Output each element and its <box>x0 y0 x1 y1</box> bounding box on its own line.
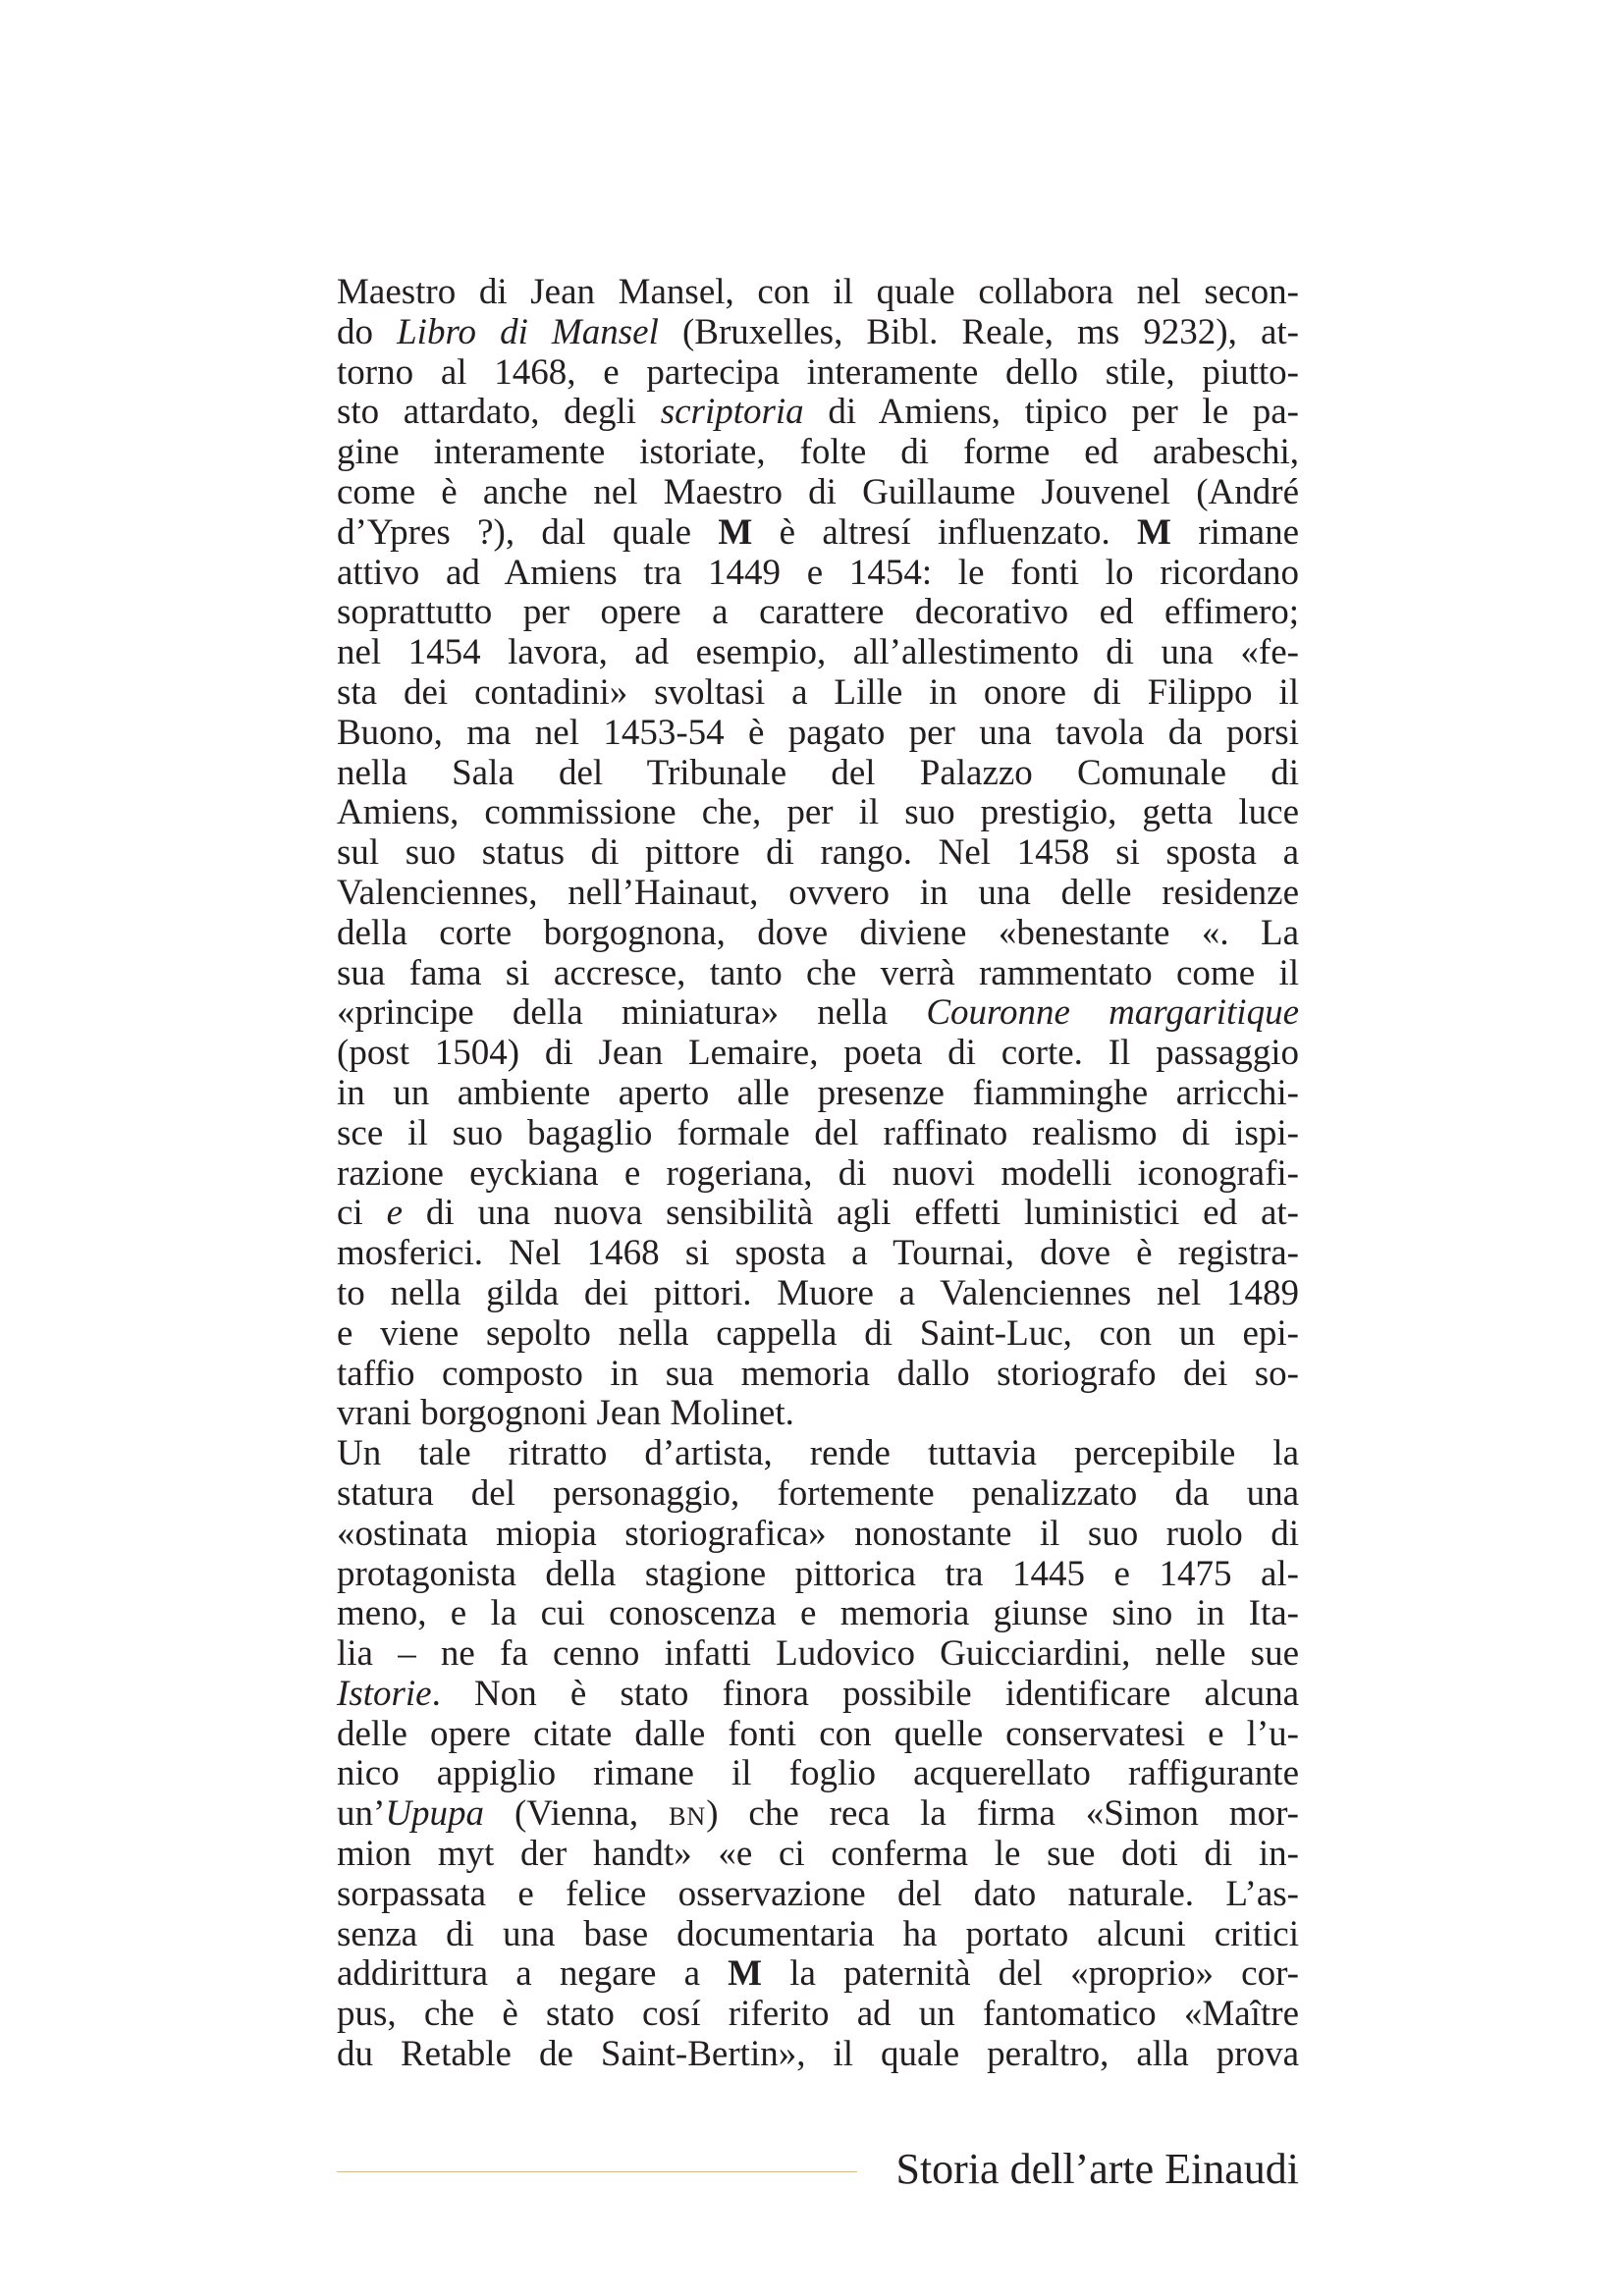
text-line <box>337 1515 1299 1555</box>
bold-text: M <box>728 1953 763 1995</box>
text-segment: . Non è stato finora possibile identificare alcuna <box>431 1673 1299 1714</box>
text-segment: du Retable de Saint-Bertin», il quale peraltro, alla prova <box>337 2034 1299 2075</box>
text-line <box>337 1675 1299 1715</box>
text-segment: mosferici. Nel 1468 si sposta a Tournai, dove è registra- <box>337 1233 1299 1274</box>
text-segment: è altresí influenzato. <box>752 511 1138 553</box>
text-line <box>337 754 1299 794</box>
text-line <box>337 633 1299 673</box>
text-segment: statura del personaggio, fortemente penalizzato da una <box>337 1472 1299 1514</box>
italic-text: Istorie <box>337 1673 432 1714</box>
bold-text: M <box>1137 511 1171 553</box>
text-line <box>337 313 1299 353</box>
text-line <box>337 513 1299 554</box>
text-line <box>337 554 1299 594</box>
text-segment: e viene sepolto nella cappella di Saint-Luc, con un epi- <box>337 1312 1299 1354</box>
text-segment: protagonista della stagione pittorica tra 1445 e 1475 al- <box>337 1553 1299 1594</box>
text-segment: sua fama si accresce, tanto che verrà rammentato come il <box>337 952 1299 993</box>
text-segment: torno al 1468, e partecipa interamente dello stile, piutto- <box>337 351 1299 393</box>
text-line <box>337 1274 1299 1314</box>
text-line <box>337 593 1299 633</box>
text-line <box>337 914 1299 954</box>
page-footer <box>337 2140 1299 2199</box>
text-segment: della corte borgognona, dove diviene «benestante «. La <box>337 912 1299 953</box>
text-segment: sce il suo bagaglio formale del raffinato realismo di ispi- <box>337 1112 1299 1153</box>
text-segment: ci <box>337 1193 387 1234</box>
text-segment: rimane <box>1170 511 1299 553</box>
text-segment: razione eyckiana e rogeriana, di nuovi modelli iconografi- <box>337 1152 1299 1194</box>
text-line <box>337 1314 1299 1355</box>
text-segment: pus, che è stato cosí riferito ad un fantomatico «Maître <box>337 1994 1299 2035</box>
text-segment: «principe della miniatura» nella <box>337 992 927 1034</box>
text-segment: di una nuova sensibilità agli effetti luministici ed at- <box>403 1193 1299 1234</box>
text-line <box>337 1555 1299 1595</box>
text-line <box>337 673 1299 714</box>
text-segment: (post 1504) di Jean Lemaire, poeta di corte. Il passaggio <box>337 1033 1299 1074</box>
text-segment: delle opere citate dalle fonti con quelle conservatesi e l’u- <box>337 1713 1299 1754</box>
text-segment: lia – ne fa cenno infatti Ludovico Guicciardini, nelle sue <box>337 1633 1299 1675</box>
text-segment: gine interamente istoriate, folte di forme ed arabeschi, <box>337 432 1299 473</box>
text-line <box>337 473 1299 513</box>
text-line <box>337 793 1299 833</box>
text-segment: Valenciennes, nell’Hainaut, ovvero in una delle residenze <box>337 872 1299 913</box>
text-line <box>337 993 1299 1034</box>
text-segment: addirittura a negare a <box>337 1953 729 1995</box>
text-line <box>337 1794 1299 1835</box>
small-caps-text: BN <box>669 1802 707 1832</box>
text-segment: di Amiens, tipico per le pa- <box>803 392 1299 433</box>
text-line <box>337 714 1299 754</box>
text-segment: soprattutto per opere a carattere decorativo ed effimero; <box>337 592 1299 633</box>
text-line <box>337 1754 1299 1794</box>
italic-text: scriptoria <box>660 392 804 433</box>
text-line <box>337 1114 1299 1154</box>
italic-text: Upupa <box>385 1793 485 1835</box>
text-segment: (Vienna, <box>484 1793 670 1835</box>
text-segment: Maestro di Jean Mansel, con il quale collabora nel secon- <box>337 272 1299 312</box>
text-line <box>337 1634 1299 1675</box>
text-segment: taffio composto in sua memoria dallo storiografo dei so- <box>337 1353 1299 1394</box>
text-line <box>337 1474 1299 1515</box>
text-segment: ) che reca la firma «Simon mor- <box>706 1793 1299 1835</box>
footer-title: Storia dell’arte Einaudi <box>895 2145 1299 2193</box>
text-line <box>337 1915 1299 1955</box>
text-line <box>337 1875 1299 1915</box>
text-segment: Buono, ma nel 1453-54 è pagato per una tavola da porsi <box>337 712 1299 753</box>
text-line <box>337 2035 1299 2075</box>
text-segment: la paternità del «proprio» cor- <box>762 1953 1299 1995</box>
text-line <box>337 1355 1299 1395</box>
text-line <box>337 1154 1299 1195</box>
text-line <box>337 1034 1299 1074</box>
text-segment: to nella gilda dei pittori. Muore a Valenciennes nel 1489 <box>337 1272 1299 1313</box>
text-line <box>337 273 1299 313</box>
body-text <box>337 273 1299 2075</box>
text-segment: nella Sala del Tribunale del Palazzo Comunale di <box>337 752 1299 793</box>
text-line <box>337 1434 1299 1474</box>
text-line <box>337 954 1299 994</box>
text-segment: senza di una base documentaria ha portato alcuni critici <box>337 1913 1299 1954</box>
text-segment: un’ <box>337 1793 386 1835</box>
text-line <box>337 353 1299 394</box>
text-line <box>337 1194 1299 1234</box>
text-segment: vrani borgognoni Jean Molinet. <box>337 1393 794 1434</box>
text-line <box>337 833 1299 874</box>
text-segment: nel 1454 lavora, ad esempio, all’allestimento di una «fe- <box>337 632 1299 673</box>
text-line <box>337 1074 1299 1114</box>
italic-text: Libro di Mansel <box>397 311 659 352</box>
text-segment: meno, e la cui conoscenza e memoria giunse sino in Ita- <box>337 1593 1299 1634</box>
italic-text: e <box>386 1193 404 1234</box>
text-segment: Un tale ritratto d’artista, rende tuttavia percepibile la <box>337 1433 1299 1474</box>
text-line <box>337 1715 1299 1755</box>
text-line <box>337 1234 1299 1274</box>
text-segment: in un ambiente aperto alle presenze fiamminghe arricchi- <box>337 1072 1299 1113</box>
text-segment: nico appiglio rimane il foglio acquerellato raffigurante <box>337 1753 1299 1794</box>
text-line <box>337 393 1299 433</box>
text-line <box>337 1394 1299 1434</box>
text-segment: mion myt der handt» «e ci conferma le sue doti di in- <box>337 1834 1299 1875</box>
text-segment: sul suo status di pittore di rango. Nel 1458 si sposta a <box>337 832 1299 874</box>
text-segment: sorpassata e felice osservazione del dato naturale. L’as- <box>337 1873 1299 1914</box>
text-line <box>337 433 1299 473</box>
footer-rule <box>337 2171 857 2172</box>
text-segment: sta dei contadini» svoltasi a Lille in onore di Filippo il <box>337 671 1299 713</box>
text-line <box>337 1995 1299 2035</box>
italic-text: Couronne margaritique <box>926 992 1299 1034</box>
text-segment: attivo ad Amiens tra 1449 e 1454: le fonti lo ricordano <box>337 552 1299 593</box>
text-line <box>337 1835 1299 1875</box>
text-segment: sto attardato, degli <box>337 392 661 433</box>
text-segment: «ostinata miopia storiografica» nonostante il suo ruolo di <box>337 1513 1299 1554</box>
text-line <box>337 874 1299 914</box>
bold-text: M <box>718 511 753 553</box>
text-line <box>337 1594 1299 1634</box>
text-segment: d’Ypres ?), dal quale <box>337 511 719 553</box>
text-line <box>337 1954 1299 1995</box>
text-segment: come è anche nel Maestro di Guillaume Jouvenel (André <box>337 471 1299 512</box>
text-segment: do <box>337 311 398 352</box>
text-segment: Amiens, commissione che, per il suo prestigio, getta luce <box>337 792 1299 833</box>
text-segment: (Bruxelles, Bibl. Reale, ms 9232), at- <box>658 311 1299 352</box>
